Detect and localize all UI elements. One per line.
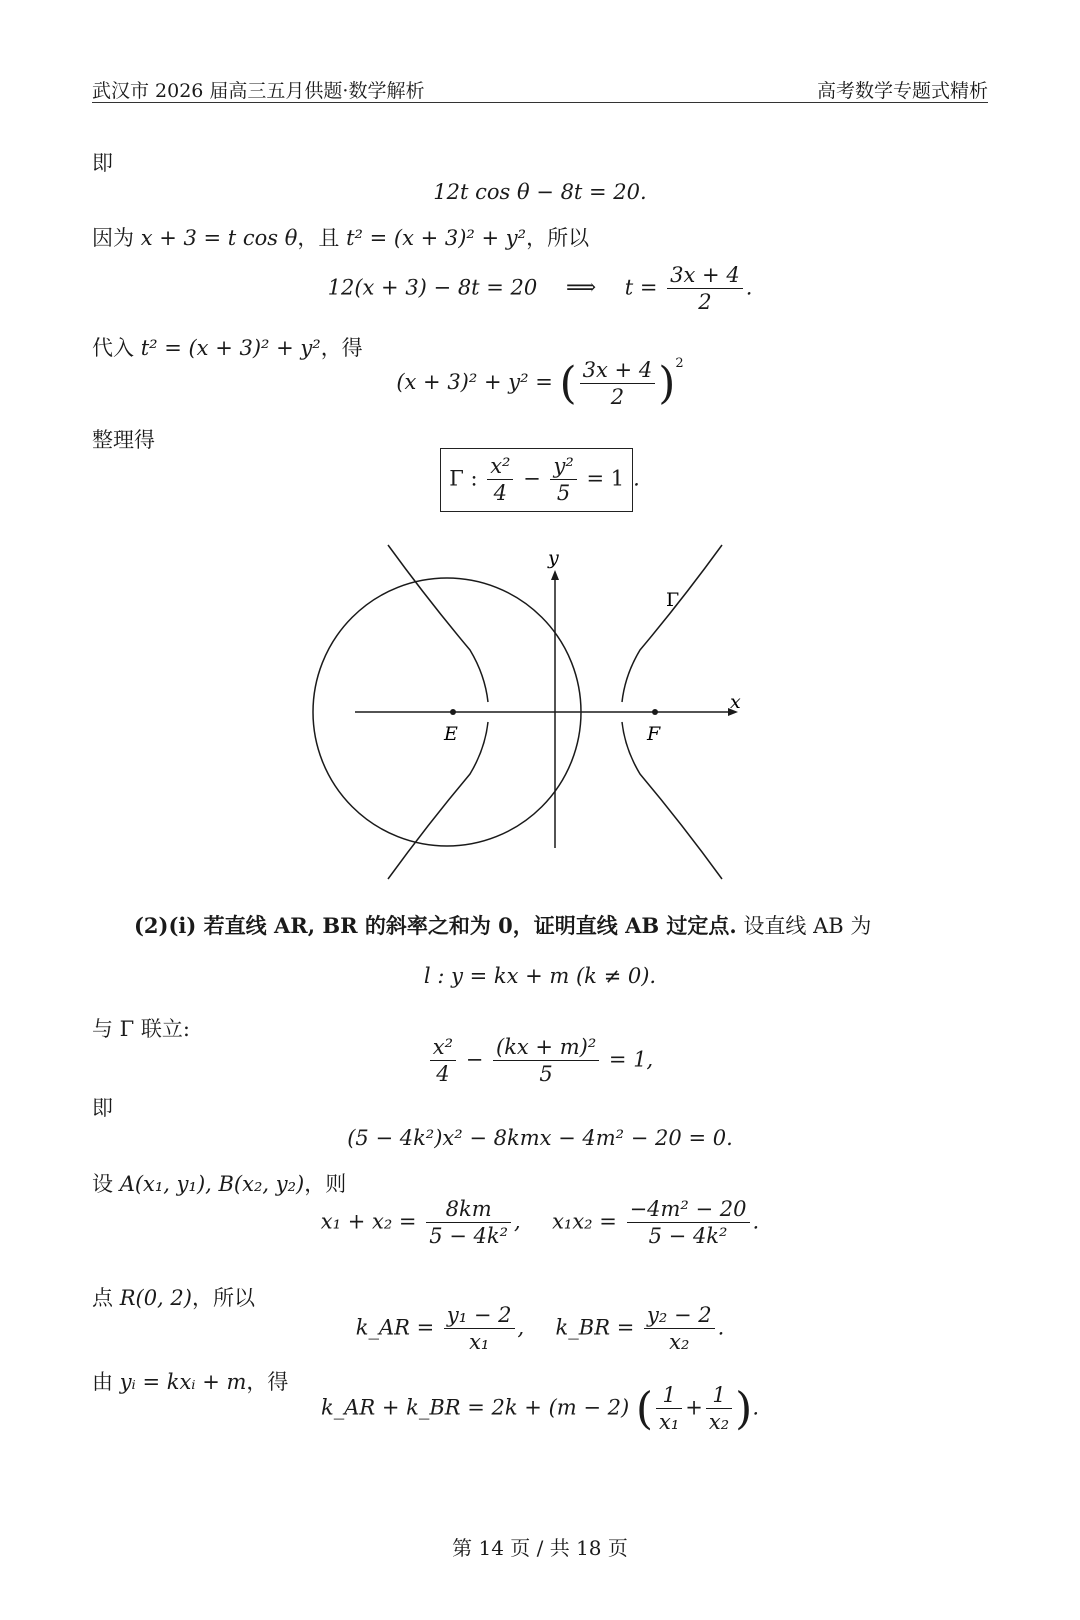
gamma-equation: Γ : $\frac{\text{x²}}{4}$ − $\frac{\text{y²}}{5}$ = 1 .	[0, 448, 1080, 512]
sys-frac-2	[493, 1034, 599, 1088]
curve-label: Γ	[666, 589, 680, 611]
focus-e-point	[450, 709, 456, 715]
prod-fraction	[627, 1196, 750, 1250]
sys-num-2: (kx + m)²	[493, 1034, 599, 1061]
kar-denominator: x₁	[469, 1330, 490, 1355]
prod-denominator: 5 − 4k²	[648, 1224, 728, 1249]
ksum-num-1: 1	[656, 1382, 682, 1409]
ksum-left-paren: (	[635, 1383, 654, 1435]
line-equation: l : y = kx + m (k ≠ 0).	[423, 964, 657, 988]
ksum-frac-2	[706, 1382, 732, 1436]
text-you-b: ，得	[246, 1370, 289, 1394]
text-she-b: ，则	[304, 1172, 347, 1196]
implies-arrow: ⟹	[565, 275, 597, 300]
eq2-fraction	[667, 262, 743, 316]
gamma-box	[440, 448, 633, 512]
sum-fraction	[426, 1196, 511, 1250]
sys-frac-1	[430, 1034, 456, 1088]
line-yinwei	[92, 222, 589, 252]
header-rule	[92, 102, 988, 103]
ksum-den-1: x₁	[659, 1410, 680, 1435]
hyperbola-figure	[0, 530, 1080, 900]
text-zhengli: 整理得	[92, 428, 155, 452]
sys-den-1: 4	[436, 1062, 450, 1087]
condition-2: t² = (x + 3)² + y²	[346, 226, 527, 250]
kar-numerator: y₁ − 2	[444, 1302, 515, 1329]
focus-f-point	[652, 709, 658, 715]
kbr-numerator: y₂ − 2	[644, 1302, 715, 1329]
hyperbola-left-upper	[388, 545, 488, 702]
text-ji-2: 即	[92, 1096, 113, 1120]
gamma-frac-2	[550, 453, 576, 507]
text-yu-gamma: 与 Γ 联立:	[92, 1017, 190, 1041]
minus-sign: −	[523, 466, 541, 491]
eq3-numerator: 3x + 4	[580, 357, 656, 384]
slope-sum-equation: k_AR + k_BR = 2k + (m − 2) ( $\frac{1}{\text{x₁}}$ + $\frac{1}{\text{x₂}}$ ).	[320, 1383, 760, 1435]
ksum-left: k_AR + k_BR = 2k + (m − 2)	[320, 1395, 630, 1420]
eq3-denominator: 2	[610, 385, 625, 409]
text-ji-1: 即	[92, 151, 113, 175]
sys-den-2: 5	[539, 1062, 553, 1087]
eq3-left: (x + 3)² + y² =	[396, 370, 553, 394]
prod-numerator: −4m² − 20	[627, 1196, 750, 1223]
text-yinwei-b: ，且	[297, 226, 347, 250]
left-paren: (	[559, 358, 577, 409]
condition-1: x + 3 = t cos θ	[140, 226, 298, 250]
slope-equation: k_AR = $\frac{\text{y₁ − 2}}{\text{x₁}}$ , k_BR = $\frac{\text{y₂ − 2}}{\text{x₂}}$ .	[355, 1303, 725, 1355]
eq2-numerator: 3x + 4	[667, 262, 743, 289]
text-dian-a: 点	[92, 1286, 120, 1310]
gamma-den-2: 5	[556, 481, 571, 506]
kar-fraction	[444, 1302, 515, 1356]
text-you-a: 由	[92, 1370, 120, 1394]
ksum-num-2: 1	[706, 1382, 732, 1409]
x-axis-label: x	[730, 691, 741, 713]
header-left: 武汉市 2026 届高三五月供题·数学解析	[92, 80, 425, 102]
f-label: F	[647, 723, 661, 745]
text-yinwei-c: ，所以	[526, 226, 590, 250]
yi-relation: yᵢ = kxᵢ + m	[119, 1370, 247, 1394]
sys-rhs: = 1,	[608, 1047, 654, 1072]
system-equation	[0, 1034, 1080, 1088]
gamma-num-2: y²	[550, 453, 576, 480]
text-yinwei-a: 因为	[92, 226, 141, 250]
prod-left: x₁x₂ =	[552, 1209, 617, 1234]
text-dairu-b: ，得	[320, 336, 363, 360]
gamma-rhs: = 1	[586, 466, 625, 491]
ksum-den-2: x₂	[708, 1410, 730, 1435]
right-paren: )	[658, 358, 676, 409]
part-2-line	[134, 910, 871, 940]
e-label: E	[444, 723, 458, 745]
part-2-title: (2)(i) 若直线 AR, BR 的斜率之和为 0，证明直线 AB 过定点.	[134, 913, 737, 938]
eq2-t: t =	[624, 275, 658, 300]
sum-denominator: 5 − 4k²	[429, 1224, 509, 1249]
minus-sign-2: −	[465, 1047, 484, 1072]
text-dairu-a: 代入	[92, 336, 141, 360]
quadratic-equation: (5 − 4k²)x² − 8kmx − 4m² − 20 = 0.	[347, 1126, 733, 1150]
gamma-label: Γ :	[449, 466, 478, 491]
gamma-num-1: x²	[487, 453, 513, 480]
hyperbola-right-lower	[622, 722, 722, 879]
text-dian-b: ，所以	[191, 1286, 255, 1310]
condition-3: t² = (x + 3)² + y²	[140, 336, 321, 360]
gamma-frac-1	[487, 453, 513, 507]
kbr-denominator: x₂	[669, 1330, 690, 1355]
equation-2: 12(x + 3) − 8t = 20 ⟹ t = $\frac{3x + 4}{2}$ .	[327, 263, 753, 315]
hyperbola-left-lower	[388, 722, 488, 879]
gamma-den-1: 4	[493, 481, 508, 506]
kar-left: k_AR =	[355, 1315, 435, 1340]
part-2-rest: 设直线 AB 为	[736, 914, 872, 938]
kbr-left: k_BR =	[555, 1315, 635, 1340]
ksum-frac-1	[656, 1382, 682, 1436]
kbr-fraction	[644, 1302, 715, 1356]
header-right: 高考数学专题式精析	[816, 80, 988, 102]
equation-3: (x + 3)² + y² = ( $\frac{3x + 4}{2}$ )$^2$	[396, 356, 684, 409]
eq2-left: 12(x + 3) − 8t = 20	[327, 275, 538, 300]
hyperbola-right-upper	[622, 545, 722, 702]
text-she-a: 设	[92, 1172, 120, 1196]
ksum-right-paren: )	[735, 1383, 753, 1435]
y-axis-label: y	[548, 547, 559, 569]
sum-left: x₁ + x₂ =	[320, 1209, 417, 1234]
point-r: R(0, 2)	[119, 1286, 192, 1310]
page-footer: 第 14 页 / 共 18 页	[452, 1536, 628, 1560]
sum-numerator: 8km	[426, 1196, 511, 1223]
eq2-denominator: 2	[698, 290, 712, 315]
y-axis-arrow	[551, 570, 559, 580]
plus-sign: +	[685, 1395, 703, 1420]
vieta-equation: x₁ + x₂ = $\frac{8km}{\text{5 − 4k²}}$ , x₁x₂ = $\frac{\text{−4m² − 20}}{\text{5 − 4k²}}$ .	[320, 1197, 760, 1249]
line-she	[92, 1168, 346, 1198]
sys-num-1: x²	[430, 1034, 456, 1061]
points-ab: A(x₁, y₁), B(x₂, y₂)	[119, 1172, 305, 1196]
equation-1: 12t cos θ − 8t = 20.	[433, 180, 647, 204]
eq3-fraction	[580, 357, 656, 411]
